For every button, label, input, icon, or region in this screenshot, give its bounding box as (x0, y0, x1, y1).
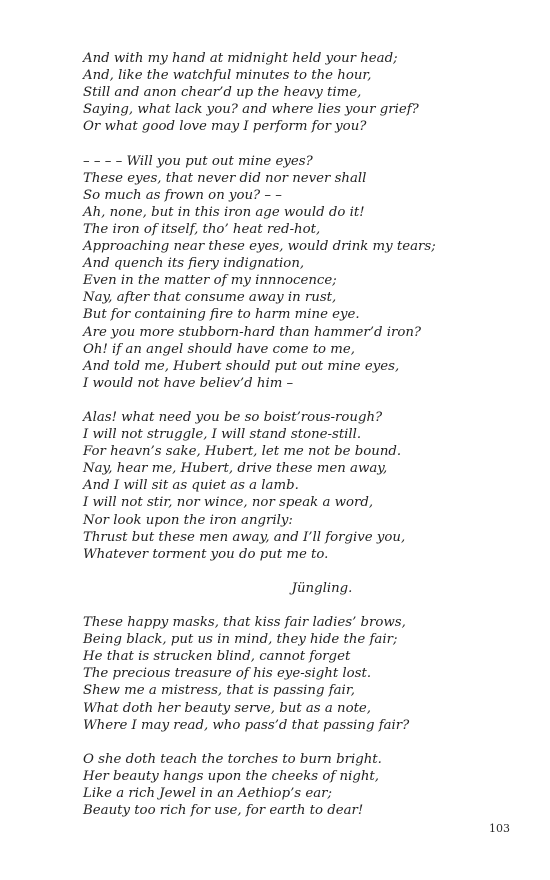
verse-line: Beauty too rich for use, for earth to dear! (83, 803, 364, 819)
stanza-gap (83, 734, 513, 751)
verse-line: Nay, hear me, Hubert, drive these men away, (83, 461, 388, 477)
stanza-gap (83, 135, 513, 152)
verse-line: Nay, after that consume away in rust, (83, 290, 337, 306)
stanza-gap (83, 597, 513, 614)
verse-line: Even in the matter of my innnocence; (83, 273, 337, 289)
verse-line: Alas! what need you be so boist’rous-rough? (83, 409, 383, 425)
verse-line: And quench its fiery indignation, (83, 256, 305, 272)
stanza (83, 751, 513, 819)
stanza-gap (83, 392, 513, 409)
verse-line: Like a rich Jewel in an Aethiop’s ear; (83, 786, 332, 802)
verse-line: Oh! if an angel should have come to me, (83, 341, 355, 357)
verse-line: Whatever torment you do put me to. (83, 546, 329, 562)
verse-line: – – – – Will you put out mine eyes? (83, 153, 313, 169)
verse-line: These happy masks, that kiss fair ladies’ brows, (83, 615, 406, 631)
stanza-gap (83, 563, 513, 580)
verse-line: And, like the watchful minutes to the hour, (83, 68, 372, 84)
verse-line: Shew me a mistress, that is passing fair, (83, 683, 355, 699)
verse-line: Being black, put us in mind, they hide the fair; (83, 632, 398, 648)
verse-line: The iron of itself, tho’ heat red-hot, (83, 221, 321, 237)
verse-line: And I will sit as quiet as a lamb. (83, 478, 299, 494)
verse-line: Nor look upon the iron angrily: (83, 512, 293, 528)
stanza (83, 409, 513, 563)
stanza (83, 153, 513, 392)
poem-second-part (83, 614, 513, 819)
verse-line: What doth her beauty serve, but as a note, (83, 700, 372, 716)
poem-first-part (83, 50, 513, 563)
verse-line: Saying, what lack you? and where lies your grief? (83, 102, 419, 118)
poem-text (83, 50, 513, 819)
verse-line: And with my hand at midnight held your head; (83, 51, 398, 66)
verse-line: Approaching near these eyes, would drink my tears; (83, 239, 436, 255)
stanza (83, 50, 513, 135)
verse-line: These eyes, that never did nor never shall (83, 170, 367, 186)
stanza (83, 614, 513, 734)
verse-line: For heavn’s sake, Hubert, let me not be bound. (83, 444, 402, 460)
verse-line: I will not struggle, I will stand stone-still. (83, 427, 362, 443)
verse-line: I will not stir, nor wince, nor speak a word, (83, 495, 374, 511)
page-number: 103 (489, 822, 510, 835)
verse-line: I would not have believ’d him – (83, 375, 294, 391)
verse-line: Where I may read, who pass’d that passing fair? (83, 717, 410, 733)
verse-line: And told me, Hubert should put out mine eyes, (83, 358, 400, 374)
verse-line: Are you more stubborn-hard than hammer’d iron? (83, 324, 422, 340)
verse-line: So much as frown on you? – – (83, 187, 282, 203)
verse-line: He that is strucken blind, cannot forget (83, 649, 351, 665)
verse-line: Ah, none, but in this iron age would do it! (83, 204, 365, 220)
verse-line: Or what good love may I perform for you? (83, 119, 367, 135)
verse-line: Still and anon chear’d up the heavy time, (83, 85, 362, 101)
verse-line: But for containing fire to harm mine eye. (83, 307, 360, 323)
verse-line: Her beauty hangs upon the cheeks of night, (83, 768, 379, 784)
verse-line: The precious treasure of his eye-sight lost. (83, 666, 372, 682)
verse-line: Thrust but these men away, and I’ll forgive you, (83, 529, 406, 545)
section-heading: Jüngling. (291, 580, 353, 596)
verse-line: O she doth teach the torches to burn bright. (83, 751, 382, 767)
